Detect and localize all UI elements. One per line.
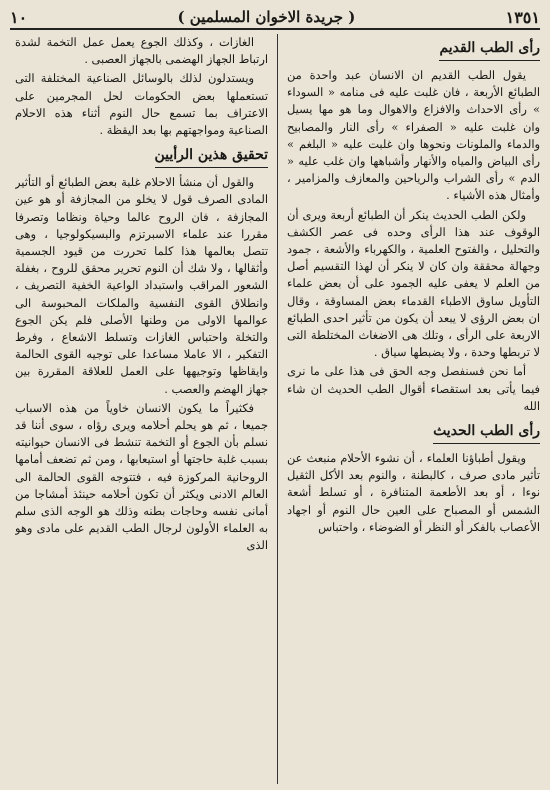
page-header xyxy=(10,6,540,30)
left-column xyxy=(15,34,275,784)
heading-verification: تحقيق هذين الرأيين xyxy=(155,145,269,168)
heading-modern-medicine: رأى الطب الحديث xyxy=(433,421,540,444)
right-column xyxy=(280,34,540,784)
paragraph: ويستدلون لذلك بالوسائل الصناعية المختلفة التى تستعملها بعض الحكومات لحل المجرمين على الاعتراف بما تسمع حال النوم أثناء هذه الاحلام الصناعية ومواجهتهم بها بعد اليقظة . xyxy=(15,71,268,138)
newspaper-title: ( جريدة الاخوان المسلمين ) xyxy=(177,8,356,26)
columns xyxy=(10,34,540,784)
page-number: ١٠ xyxy=(10,7,28,27)
column-divider xyxy=(277,34,278,784)
paragraph: الغازات ، وكذلك الجوع يعمل عمل التخمة لشدة ارتباط الجهاز الهضمى بالجهاز العصبى . xyxy=(15,35,268,67)
issue-year: ١٣٥١ xyxy=(505,7,540,27)
heading-old-medicine: رأى الطب القديم xyxy=(439,38,540,61)
paragraph: ويقول أطباؤنا العلماء ، أن نشوء الأحلام منبعث عن تأثير مادى صرف ، كالبطنة ، والنوم بعد الأكل الثقيل نوءا ، أو بعد الأطعمة المتنافرة ، أو تسلط أشعة الشمس أو المصباح على العين حال النوم أو اجهاد الأعصاب بالفكر أو النظر أو الضوضاء ، واحتباس xyxy=(287,451,540,534)
paragraph: ولكن الطب الحديث ينكر أن الطبائع أربعة ويرى أن الوقوف عند هذا الرأى وحده فى عصر الكشف والتحليل ، والفتوح العلمية ، والكهرباء والأشعة ، جمود وجهالة محققة وان كان لا ينكر أن لهذا التقسيم أصل من العلم لا يعفى عليه الجمود على أن بعض علماء التأويل ساوق الاطباء القدماء بعض المساوقة ، وقال ان بعض الرؤى لا يبعد أن يكون من تأثير احدى الطبائع الاربعة على الرأى ، وتلك هى الاضغاث المختلطة التى لا تربطها وحدة ، ولا يضبطها سياق . xyxy=(287,207,540,360)
paragraph: يقول الطب القديم ان الانسان عبد واحدة من الطبائع الأربعة ، فان غلبت عليه فى منامه « السوداء » رأى الاحداث والافزاع والاهوال وما هو مها يسيل وان غلبت عليه « الصفراء » رأى النار والمصابيح والدماء والملونات ونحوها وان غلبت عليه « البلغم » رأى البياض والمياه والأنهار وأشباهها وان غلب عليه « الدم » رأى الشراب والرياحين والمعازف والمزامير ، وأمثال هذه الأشياء . xyxy=(287,68,540,203)
paragraph: والقول أن منشأ الاحلام غلبة بعض الطبائع أو التأثير المادى الصرف قول لا يخلو من المجازفة أو هو عين المجازفة ، فان الروح عالما وحياة ونظاما وتصرفا مقررا عند علماء الاسبرتزم والبسيكولوجيا ، وهى تتصل بعالمها هذا كلما تحررت من قيود الجسمية وأثقالها ، ولا شك أن النوم تحرير محقق للروح ، بغفلة الشعور المراقب واستبداد الواعية الخفية التصريف ، وانطلاق القوى النفسية والملكات المحبوسة الى عوالمها الاولى من وطنها الأصلى فلم يكن الجوع والتخلة واحتباس الغازات وتسلط الاشعاع ، وفرط التفكير ، الا عاملا مساعدا على توجيه القوى الحالمة وايقاظها وتوجيهها على العمل للعلاقة المقررة بين جهاز الهضم والعصب . xyxy=(15,175,268,396)
paragraph: فكثيراً ما يكون الانسان خاوياً من هذه الاسباب جميعا ، ثم هو يحلم أحلامه ويرى رؤاه ، سوى أننا قد نسلم بأن الجوع أو التخمة تنشط فى الانسان حيوانيته بسبب غلبة حاجتها أو استيعابها ، ومن ثم تضعف أمامها الروحانية المركوزة فيه ، فتتوجه القوى الحالمة الى العالم الادنى ويكثر أن تكون أحلامه حينئذ أمشاجا من أمانى نفسه وحاجات بطنه وذلك هو الوجه الذى سلم به العلماء الأولون لرجال الطب القديم على مادى وهو الذى xyxy=(15,400,268,553)
paragraph: أما نحن فسنفصل وجه الحق فى هذا على ما نرى فيما يأتى بعد استقصاء أقوال الطب الحديث ان شاء الله xyxy=(287,364,540,413)
